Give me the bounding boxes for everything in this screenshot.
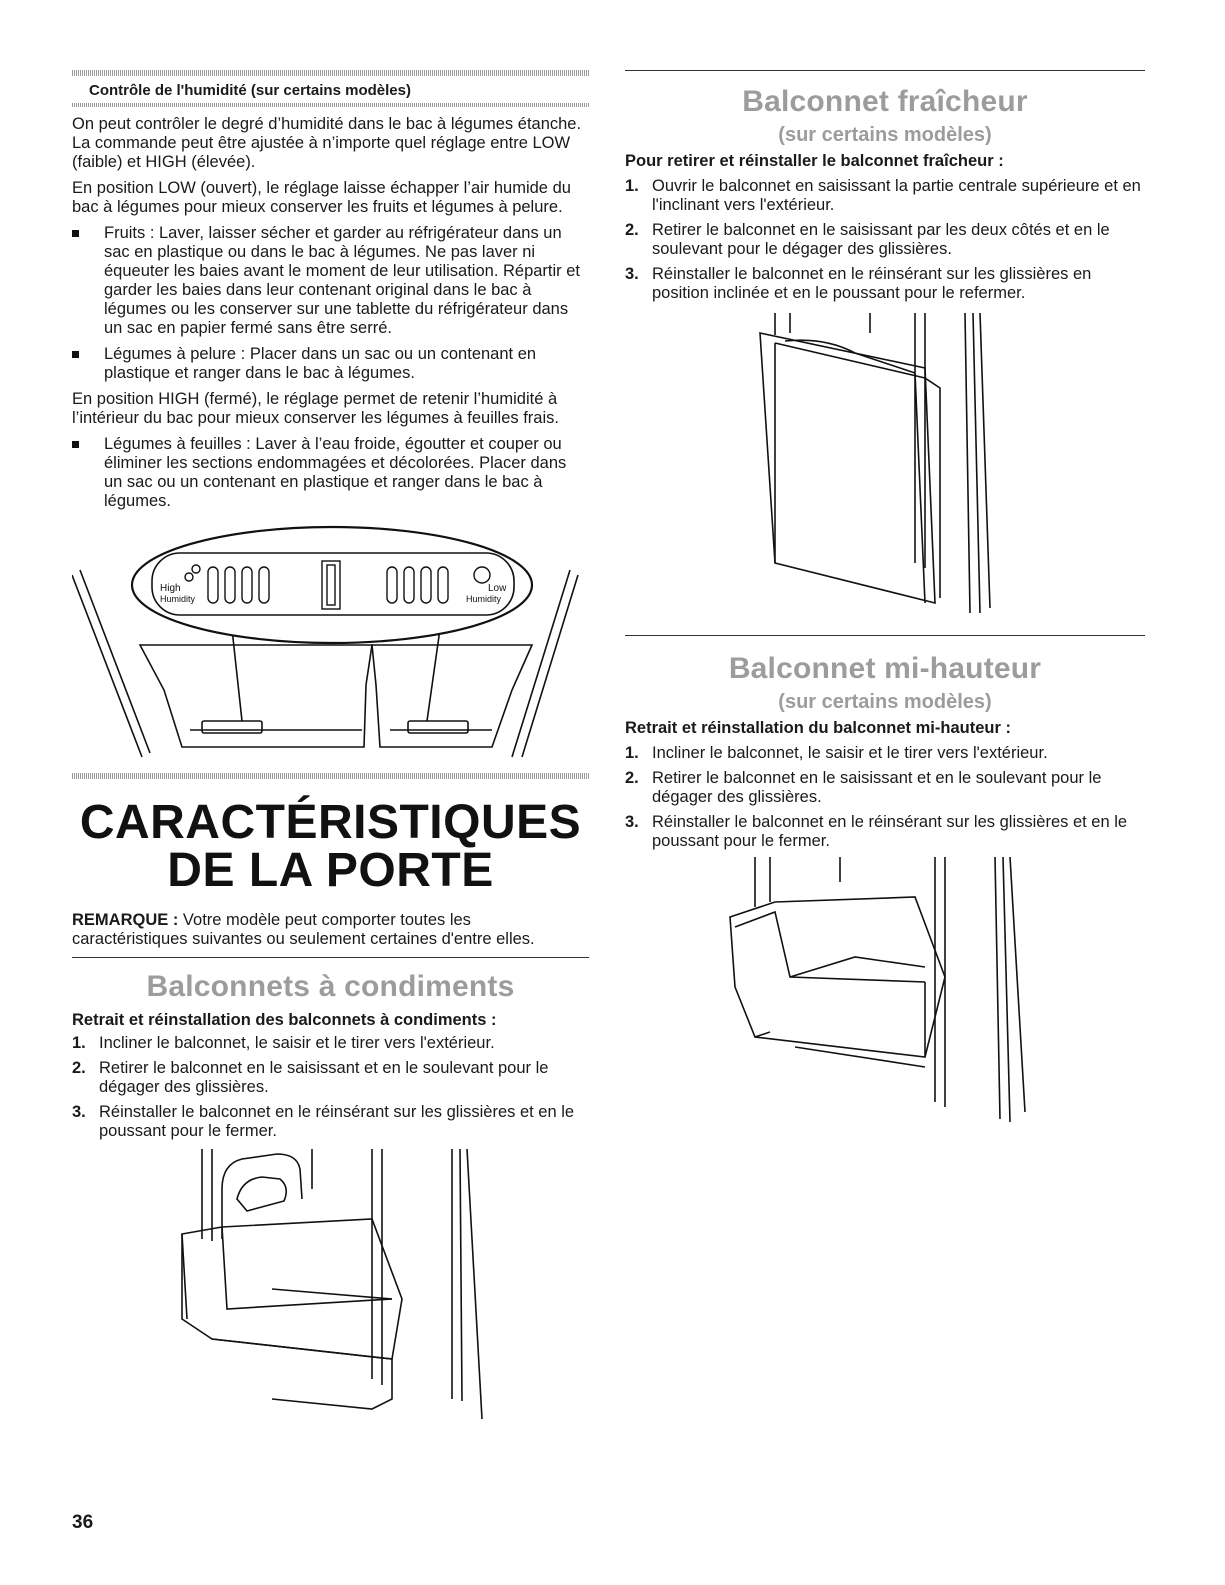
bullet-icon bbox=[72, 441, 79, 448]
humidity-paragraph-2: En position LOW (ouvert), le réglage laisse échapper l’air humide du bac à légumes pour mieux conserver les fruits et légumes à pelure. bbox=[72, 179, 571, 216]
section-rule bbox=[625, 70, 1145, 71]
section-rule bbox=[625, 635, 1145, 636]
humidity-control-illustration bbox=[72, 525, 589, 765]
low-label: Low bbox=[488, 583, 507, 594]
page-number: 36 bbox=[72, 1512, 94, 1533]
list-item: 2. Retirer le balconnet en le saisissant et en le soulevant pour le dégager des glissières. bbox=[72, 1059, 549, 1096]
fresh-subtitle: (sur certains modèles) bbox=[778, 124, 992, 146]
humidity-heading: Contrôle de l'humidité (sur certains modèles) bbox=[89, 82, 411, 99]
fresh-title: Balconnet fraîcheur bbox=[742, 85, 1028, 118]
mid-title: Balconnet mi-hauteur bbox=[728, 652, 1042, 685]
bullet-icon bbox=[72, 230, 79, 237]
section-rule bbox=[72, 103, 589, 107]
bullet-icon bbox=[72, 351, 79, 358]
humidity-paragraph-3: En position HIGH (fermé), le réglage permet de retenir l’humidité à l’intérieur du bac pour mieux conserver les légumes à feuilles frais. bbox=[72, 390, 559, 427]
list-item: 1. Incliner le balconnet, le saisir et le tirer vers l'extérieur. bbox=[72, 1034, 495, 1052]
condiments-steps-label: Retrait et réinstallation des balconnets à condiments : bbox=[72, 1011, 497, 1029]
list-item: Fruits : Laver, laisser sécher et garder au réfrigérateur dans un sac en plastique ou dans le bac à légumes. Ne pas laver ni équeuter les baies avant le moment de leur utilisation. Répartir et garder les baies dans leur contenant original dans le bac à légumes ou les conserver sur une tablette du réfrigérateur dans un sac en papier fermé sans être serré. bbox=[72, 224, 589, 338]
list-item: 2. Retirer le balconnet en le saisissant et en le soulevant pour le dégager des glissières. bbox=[625, 769, 1102, 806]
list-item: 1. Ouvrir le balconnet en saisissant la partie centrale supérieure et en l'inclinant vers l'extérieur. bbox=[625, 177, 1141, 214]
high-humidity-label: Humidity bbox=[160, 594, 196, 604]
humidity-paragraph-1: On peut contrôler le degré d’humidité dans le bac à légumes étanche. La commande peut être ajustée à n’importe quel réglage entre LOW (faible) et HIGH (élevée). bbox=[72, 115, 582, 171]
door-note: REMARQUE : Votre modèle peut comporter toutes les caractéristiques suivantes ou seulement certaines d'entre elles. bbox=[72, 911, 535, 948]
mid-steps-label: Retrait et réinstallation du balconnet mi-hauteur : bbox=[625, 719, 1011, 737]
list-item: Légumes à feuilles : Laver à l’eau froide, égoutter et couper ou éliminer les sections endommagées et décolorées. Placer dans un sac ou un contenant en plastique et ranger dans le bac à légumes. bbox=[72, 435, 589, 511]
left-column bbox=[72, 70, 589, 1429]
section-rule bbox=[72, 957, 589, 958]
list-item: 1. Incliner le balconnet, le saisir et le tirer vers l'extérieur. bbox=[625, 744, 1048, 762]
condiments-title: Balconnets à condiments bbox=[146, 970, 515, 1003]
condiments-steps bbox=[72, 1034, 589, 1141]
list-item: Légumes à pelure : Placer dans un sac ou un contenant en plastique et ranger dans le bac à légumes. bbox=[72, 345, 589, 383]
mid-subtitle: (sur certains modèles) bbox=[778, 691, 992, 713]
mid-bin-illustration bbox=[625, 857, 1145, 1137]
condiment-bin-illustration bbox=[72, 1149, 589, 1429]
low-humidity-label: Humidity bbox=[466, 594, 502, 604]
fresh-bin-illustration bbox=[625, 313, 1145, 623]
section-rule bbox=[72, 70, 589, 76]
fresh-steps bbox=[625, 177, 1145, 303]
mid-steps bbox=[625, 744, 1145, 851]
list-item: 3. Réinstaller le balconnet en le réinsérant sur les glissières et en le poussant pour le fermer. bbox=[72, 1103, 575, 1140]
list-item: 3. Réinstaller le balconnet en le réinsérant sur les glissières en position inclinée et en le poussant pour le refermer. bbox=[625, 265, 1092, 302]
fresh-steps-label: Pour retirer et réinstaller le balconnet fraîcheur : bbox=[625, 152, 1004, 170]
list-item: 3. Réinstaller le balconnet en le réinsérant sur les glissières et en le poussant pour le fermer. bbox=[625, 813, 1128, 850]
section-rule bbox=[72, 773, 589, 779]
list-item: 2. Retirer le balconnet en le saisissant par les deux côtés et en le soulevant pour le dégager des glissières. bbox=[625, 221, 1110, 258]
high-label: High bbox=[160, 583, 181, 594]
right-column bbox=[625, 70, 1145, 1137]
door-features-title: CARACTÉRISTIQUES DE LA PORTE bbox=[79, 796, 582, 897]
